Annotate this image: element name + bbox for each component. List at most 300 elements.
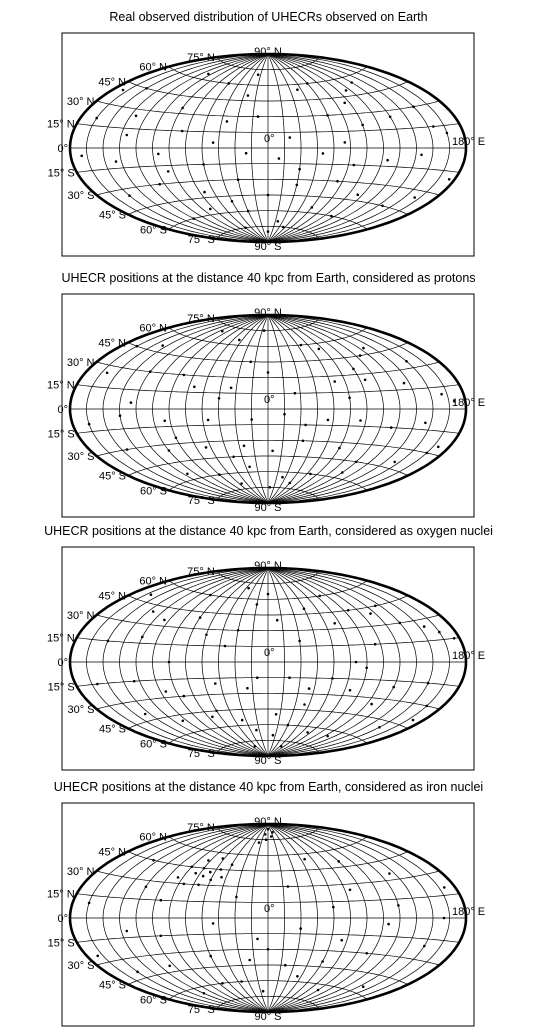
- event-point: [263, 329, 266, 332]
- event-point: [364, 379, 367, 382]
- latitude-label: 75° S: [187, 494, 215, 507]
- latitude-label: 60° N: [139, 322, 167, 335]
- event-point: [220, 868, 223, 871]
- event-point: [161, 344, 164, 347]
- chart-title: UHECR positions at the distance 40 kpc from Earth, considered as iron nuclei: [53, 780, 484, 794]
- latitude-label: 30° N: [66, 96, 95, 108]
- latitude-label: 30° S: [67, 704, 95, 716]
- latitude-label: 75° S: [187, 747, 215, 760]
- event-point: [237, 178, 240, 181]
- event-point: [370, 703, 373, 706]
- event-point: [264, 833, 267, 836]
- event-point: [183, 695, 186, 698]
- event-point: [144, 713, 147, 716]
- event-point: [412, 105, 415, 108]
- event-point: [88, 423, 91, 426]
- event-point: [150, 593, 153, 596]
- event-point: [365, 667, 368, 670]
- event-point: [231, 200, 234, 203]
- event-point: [281, 476, 284, 479]
- event-point: [298, 168, 301, 171]
- event-point: [288, 676, 291, 679]
- latitude-label: 45° S: [98, 209, 126, 222]
- event-point: [135, 115, 138, 118]
- event-point: [388, 872, 391, 875]
- event-point: [303, 703, 306, 706]
- event-point: [246, 687, 249, 690]
- event-point: [317, 989, 320, 992]
- event-point: [269, 486, 272, 489]
- latitude-label: 60° S: [139, 224, 167, 237]
- event-point: [157, 153, 160, 156]
- event-point: [302, 440, 305, 443]
- center-longitude-label: 0°: [264, 647, 275, 659]
- event-point: [304, 424, 307, 427]
- event-point: [267, 593, 270, 596]
- event-point: [209, 871, 212, 874]
- event-point: [276, 619, 279, 622]
- event-point: [226, 120, 229, 123]
- event-point: [191, 866, 194, 869]
- event-point: [440, 393, 443, 396]
- event-point: [294, 392, 297, 395]
- north-pole-label: 90° N: [254, 560, 282, 572]
- panel-oxygen: [0, 524, 537, 774]
- event-point: [240, 980, 243, 983]
- latitude-label: 30° N: [66, 866, 95, 878]
- event-point: [167, 170, 170, 173]
- event-point: [349, 889, 352, 892]
- event-point: [362, 985, 365, 988]
- event-point: [397, 904, 400, 907]
- event-point: [209, 879, 212, 882]
- event-point: [160, 899, 163, 902]
- event-point: [256, 603, 259, 606]
- event-point: [426, 452, 429, 455]
- event-point: [212, 141, 215, 144]
- latitude-label: 75° S: [187, 233, 215, 246]
- event-point: [426, 705, 429, 708]
- latitude-label: 15° S: [47, 428, 75, 441]
- event-point: [403, 382, 406, 385]
- event-point: [194, 872, 197, 875]
- event-point: [352, 368, 355, 371]
- event-point: [359, 419, 362, 422]
- event-point: [203, 867, 206, 870]
- event-point: [163, 419, 166, 422]
- latitude-label: 75° N: [187, 822, 215, 835]
- latitude-label: 45° N: [98, 76, 126, 89]
- latitude-label: 45° N: [98, 590, 126, 603]
- event-point: [369, 612, 372, 615]
- south-pole-label: 90° S: [254, 755, 282, 767]
- south-pole-label: 90° S: [254, 241, 282, 253]
- event-point: [330, 215, 333, 218]
- event-point: [255, 729, 258, 732]
- event-point: [262, 990, 265, 993]
- event-point: [192, 217, 195, 220]
- event-point: [96, 955, 99, 958]
- event-point: [349, 689, 352, 692]
- event-point: [438, 631, 441, 634]
- latitude-label: 45° N: [98, 846, 126, 859]
- event-point: [374, 643, 377, 646]
- event-point: [327, 419, 330, 422]
- sky-map: [0, 30, 537, 258]
- event-point: [432, 125, 435, 128]
- event-point: [299, 927, 302, 930]
- event-point: [443, 917, 446, 920]
- event-point: [181, 107, 184, 110]
- event-point: [207, 859, 210, 862]
- panel-observed: [0, 10, 537, 260]
- event-point: [437, 446, 440, 449]
- latitude-label: 60° N: [139, 831, 167, 844]
- event-point: [238, 339, 241, 342]
- latitude-label: 15° S: [47, 167, 75, 180]
- event-point: [318, 595, 321, 598]
- event-point: [392, 686, 395, 689]
- equator-label: 0°: [57, 657, 68, 669]
- event-point: [344, 141, 347, 144]
- latitude-label: 30° N: [66, 357, 95, 369]
- latitude-label: 75° N: [187, 313, 215, 326]
- event-point: [343, 102, 346, 105]
- event-point: [258, 841, 261, 844]
- event-point: [221, 330, 224, 333]
- event-point: [209, 594, 212, 597]
- event-point: [152, 859, 155, 862]
- event-point: [424, 422, 427, 425]
- event-point: [399, 622, 402, 625]
- event-point: [283, 413, 286, 416]
- event-point: [248, 466, 251, 469]
- latitude-label: 75° N: [187, 52, 215, 65]
- center-longitude-label: 0°: [264, 903, 275, 915]
- event-point: [95, 117, 98, 120]
- event-point: [333, 622, 336, 625]
- event-point: [446, 132, 449, 135]
- event-point: [230, 387, 233, 390]
- event-point: [257, 73, 260, 76]
- event-point: [326, 735, 329, 738]
- event-point: [133, 680, 136, 683]
- event-point: [168, 965, 171, 968]
- north-pole-label: 90° N: [254, 307, 282, 319]
- event-point: [181, 130, 184, 133]
- center-longitude-label: 0°: [264, 133, 275, 145]
- event-point: [119, 414, 122, 417]
- event-point: [122, 89, 125, 92]
- event-point: [222, 857, 225, 860]
- event-point: [321, 960, 324, 963]
- event-point: [203, 992, 206, 995]
- latitude-label: 45° N: [98, 337, 126, 350]
- event-point: [240, 482, 243, 485]
- event-point: [202, 163, 205, 166]
- event-point: [205, 446, 208, 449]
- event-point: [220, 876, 223, 879]
- latitude-label: 30° S: [67, 960, 95, 972]
- event-point: [374, 605, 377, 608]
- event-point: [365, 952, 368, 955]
- event-point: [296, 184, 299, 187]
- latitude-label: 60° S: [139, 485, 167, 498]
- equator-label: 0°: [57, 913, 68, 925]
- event-point: [284, 964, 287, 967]
- event-point: [350, 81, 353, 84]
- latitude-label: 45° S: [98, 470, 126, 483]
- event-point: [306, 82, 309, 85]
- event-point: [413, 196, 416, 199]
- event-point: [175, 437, 178, 440]
- event-point: [115, 160, 118, 163]
- event-point: [257, 115, 260, 118]
- event-point: [227, 82, 230, 85]
- chart-title: UHECR positions at the distance 40 kpc from Earth, considered as oxygen nuclei: [44, 524, 493, 538]
- edge-longitude-label: 180° E: [452, 650, 486, 662]
- event-point: [332, 906, 335, 909]
- event-point: [149, 370, 152, 373]
- event-point: [168, 661, 171, 664]
- event-point: [250, 418, 253, 421]
- event-point: [202, 875, 205, 878]
- event-point: [256, 676, 259, 679]
- event-point: [244, 227, 247, 230]
- event-point: [348, 397, 351, 400]
- event-point: [214, 682, 217, 685]
- panel-protons: [0, 271, 537, 521]
- event-point: [300, 344, 303, 347]
- event-point: [152, 610, 155, 613]
- event-point: [393, 461, 396, 464]
- event-point: [271, 831, 274, 834]
- edge-longitude-label: 180° E: [452, 397, 486, 409]
- event-point: [247, 210, 250, 213]
- latitude-label: 60° S: [139, 994, 167, 1007]
- equator-label: 0°: [57, 404, 68, 416]
- event-point: [177, 876, 180, 879]
- event-point: [345, 89, 348, 92]
- event-point: [361, 124, 364, 127]
- latitude-label: 60° N: [139, 61, 167, 74]
- event-point: [309, 473, 312, 476]
- event-point: [249, 361, 252, 364]
- event-point: [359, 354, 362, 357]
- event-point: [245, 152, 248, 155]
- latitude-label: 15° N: [47, 379, 75, 392]
- latitude-label: 45° S: [98, 723, 126, 736]
- latitude-label: 60° N: [139, 575, 167, 588]
- event-point: [182, 720, 185, 723]
- center-longitude-label: 0°: [264, 394, 275, 406]
- event-point: [96, 683, 99, 686]
- latitude-label: 15° N: [47, 888, 75, 901]
- event-point: [277, 220, 280, 223]
- event-point: [331, 677, 334, 680]
- sky-map: [0, 291, 537, 519]
- event-point: [280, 745, 283, 748]
- event-point: [308, 687, 311, 690]
- event-point: [207, 73, 210, 76]
- event-point: [130, 401, 133, 404]
- latitude-label: 15° N: [47, 632, 75, 645]
- event-point: [288, 482, 291, 485]
- event-point: [267, 948, 270, 951]
- sky-map: [0, 800, 537, 1028]
- event-point: [193, 386, 196, 389]
- event-point: [215, 710, 218, 713]
- event-point: [243, 445, 246, 448]
- event-point: [126, 134, 129, 137]
- event-point: [390, 426, 393, 429]
- latitude-label: 30° S: [67, 451, 95, 463]
- event-point: [423, 625, 426, 628]
- latitude-label: 30° S: [67, 190, 95, 202]
- event-point: [145, 886, 148, 889]
- event-point: [205, 633, 208, 636]
- event-point: [298, 640, 301, 643]
- event-point: [126, 448, 129, 451]
- edge-longitude-label: 180° E: [452, 906, 486, 918]
- event-point: [106, 372, 109, 375]
- event-point: [107, 640, 110, 643]
- event-point: [356, 193, 359, 196]
- event-point: [158, 183, 161, 186]
- event-point: [381, 205, 384, 208]
- event-point: [448, 178, 451, 181]
- event-point: [265, 838, 268, 841]
- edge-longitude-label: 180° E: [452, 136, 486, 148]
- event-point: [221, 982, 224, 985]
- event-point: [423, 945, 426, 948]
- event-point: [378, 726, 381, 729]
- event-point: [333, 380, 336, 383]
- north-pole-label: 90° N: [254, 46, 282, 58]
- event-point: [267, 828, 270, 831]
- event-point: [326, 114, 329, 117]
- event-point: [287, 724, 290, 727]
- event-point: [145, 87, 148, 90]
- event-point: [453, 637, 456, 640]
- event-point: [296, 88, 299, 91]
- latitude-label: 75° N: [187, 566, 215, 579]
- event-point: [136, 345, 139, 348]
- event-point: [231, 863, 234, 866]
- event-point: [387, 923, 390, 926]
- event-point: [256, 938, 259, 941]
- event-point: [207, 419, 210, 422]
- event-point: [389, 116, 392, 119]
- event-point: [183, 374, 186, 377]
- event-point: [412, 719, 415, 722]
- event-point: [347, 609, 350, 612]
- event-point: [88, 902, 91, 905]
- event-point: [272, 734, 275, 737]
- latitude-label: 15° S: [47, 937, 75, 950]
- event-point: [311, 206, 314, 209]
- event-point: [203, 191, 206, 194]
- sky-map: [0, 544, 537, 772]
- equator-label: 0°: [57, 143, 68, 155]
- event-point: [338, 447, 341, 450]
- event-point: [247, 94, 250, 97]
- event-point: [267, 371, 270, 374]
- latitude-label: 30° N: [66, 610, 95, 622]
- event-point: [405, 360, 408, 363]
- event-point: [270, 835, 273, 838]
- event-point: [247, 587, 250, 590]
- event-point: [282, 226, 285, 229]
- event-point: [267, 230, 270, 233]
- event-point: [209, 208, 212, 211]
- event-point: [80, 155, 83, 158]
- event-point: [296, 975, 299, 978]
- event-point: [306, 731, 309, 734]
- event-point: [303, 607, 306, 610]
- event-point: [337, 860, 340, 863]
- event-point: [275, 713, 278, 716]
- south-pole-label: 90° S: [254, 502, 282, 514]
- event-point: [128, 194, 131, 197]
- event-point: [322, 152, 325, 155]
- event-point: [287, 885, 290, 888]
- latitude-label: 60° S: [139, 738, 167, 751]
- event-point: [237, 629, 240, 632]
- event-point: [241, 719, 244, 722]
- south-pole-label: 90° S: [254, 1011, 282, 1023]
- event-point: [278, 157, 281, 160]
- event-point: [289, 136, 292, 139]
- latitude-label: 15° N: [47, 118, 75, 131]
- event-point: [186, 473, 189, 476]
- latitude-label: 75° S: [187, 1003, 215, 1016]
- event-point: [340, 939, 343, 942]
- north-pole-label: 90° N: [254, 816, 282, 828]
- event-point: [224, 645, 227, 648]
- event-point: [126, 930, 129, 933]
- chart-title: Real observed distribution of UHECRs observed on Earth: [109, 10, 428, 24]
- event-point: [254, 745, 257, 748]
- event-point: [160, 935, 163, 938]
- event-point: [318, 348, 321, 351]
- chart-title: UHECR positions at the distance 40 kpc from Earth, considered as protons: [61, 271, 476, 285]
- event-point: [183, 883, 186, 886]
- event-point: [197, 884, 200, 887]
- event-point: [443, 886, 446, 889]
- event-point: [355, 461, 358, 464]
- event-point: [232, 456, 235, 459]
- event-point: [303, 858, 306, 861]
- event-point: [141, 636, 144, 639]
- event-point: [386, 159, 389, 162]
- event-point: [341, 471, 344, 474]
- event-point: [199, 616, 202, 619]
- latitude-label: 15° S: [47, 681, 75, 694]
- event-point: [211, 716, 214, 719]
- event-point: [362, 347, 365, 350]
- event-point: [355, 661, 358, 664]
- event-point: [218, 473, 221, 476]
- event-point: [168, 449, 171, 452]
- event-point: [163, 619, 166, 622]
- event-point: [336, 180, 339, 183]
- event-point: [212, 922, 215, 925]
- event-point: [209, 955, 212, 958]
- event-point: [271, 450, 274, 453]
- event-point: [136, 971, 139, 974]
- event-point: [235, 896, 238, 899]
